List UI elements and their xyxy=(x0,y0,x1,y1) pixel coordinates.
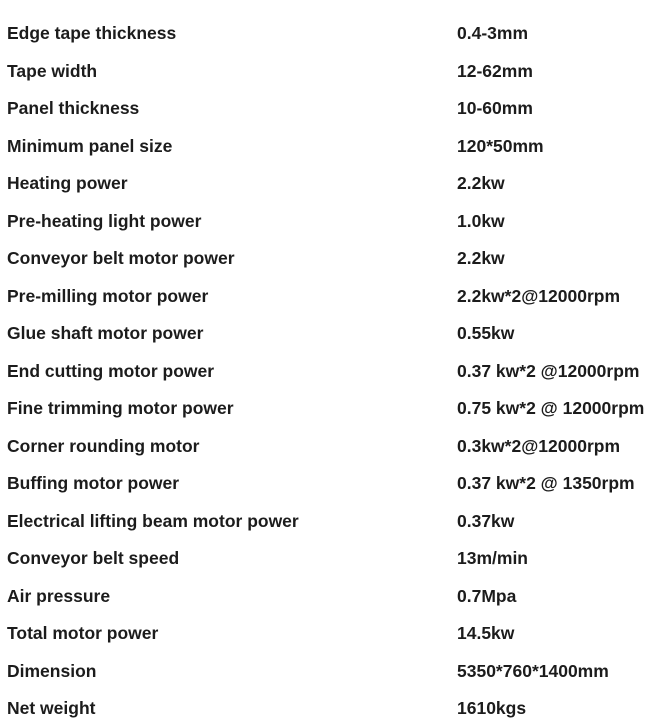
spec-label: Electrical lifting beam motor power xyxy=(7,510,299,531)
spec-value: 12-62mm xyxy=(457,60,533,81)
spec-table-body xyxy=(0,15,671,728)
spec-value: 5350*760*1400mm xyxy=(457,660,609,681)
spec-value: 14.5kw xyxy=(457,623,515,644)
table-row xyxy=(0,428,671,466)
spec-label: Tape width xyxy=(7,60,98,81)
table-row xyxy=(0,240,671,278)
table-row xyxy=(0,90,671,128)
spec-label: Air pressure xyxy=(7,585,111,606)
table-row xyxy=(0,390,671,428)
spec-value: 1.0kw xyxy=(457,210,505,231)
spec-label: Glue shaft motor power xyxy=(7,323,204,344)
table-row xyxy=(0,540,671,578)
spec-label: Corner rounding motor xyxy=(7,435,200,456)
table-row xyxy=(0,203,671,241)
table-row xyxy=(0,15,671,53)
table-row xyxy=(0,128,671,166)
table-row xyxy=(0,53,671,91)
spec-label: Conveyor belt motor power xyxy=(7,248,235,269)
spec-value: 0.4-3mm xyxy=(457,23,529,44)
spec-label: Total motor power xyxy=(7,623,159,644)
spec-label: Minimum panel size xyxy=(7,135,173,156)
spec-value: 0.37 kw*2 @ 1350rpm xyxy=(457,473,635,494)
table-row xyxy=(0,165,671,203)
table-row xyxy=(0,315,671,353)
table-row xyxy=(0,578,671,616)
table-row xyxy=(0,503,671,541)
spec-label: Panel thickness xyxy=(7,98,140,119)
spec-value: 0.7Mpa xyxy=(457,585,517,606)
spec-value: 120*50mm xyxy=(457,135,544,156)
spec-label: Edge tape thickness xyxy=(7,23,177,44)
spec-label: Fine trimming motor power xyxy=(7,398,234,419)
spec-value: 1610kgs xyxy=(457,698,527,719)
spec-value: 13m/min xyxy=(457,548,528,569)
spec-label: Heating power xyxy=(7,173,128,194)
spec-label: End cutting motor power xyxy=(7,360,215,381)
spec-table xyxy=(0,15,671,728)
spec-value: 10-60mm xyxy=(457,98,533,119)
spec-label: Pre-heating light power xyxy=(7,210,202,231)
table-row xyxy=(0,465,671,503)
table-row xyxy=(0,615,671,653)
spec-value: 0.37kw xyxy=(457,510,515,531)
spec-label: Pre-milling motor power xyxy=(7,285,209,306)
spec-value: 0.55kw xyxy=(457,323,515,344)
spec-value: 2.2kw*2@12000rpm xyxy=(457,285,621,306)
table-row xyxy=(0,353,671,391)
spec-label: Dimension xyxy=(7,660,97,681)
spec-value: 0.37 kw*2 @12000rpm xyxy=(457,360,640,381)
spec-label: Conveyor belt speed xyxy=(7,548,180,569)
table-row xyxy=(0,278,671,316)
spec-value: 0.75 kw*2 @ 12000rpm xyxy=(457,398,645,419)
spec-label: Net weight xyxy=(7,698,96,719)
spec-value: 2.2kw xyxy=(457,248,505,269)
spec-label: Buffing motor power xyxy=(7,473,180,494)
table-row xyxy=(0,653,671,691)
spec-value: 0.3kw*2@12000rpm xyxy=(457,435,621,456)
spec-value: 2.2kw xyxy=(457,173,505,194)
